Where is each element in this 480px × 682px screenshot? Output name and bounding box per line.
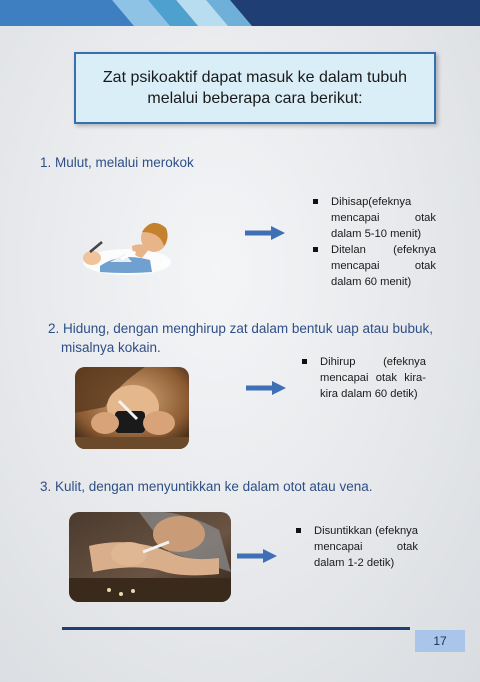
title-line-2: melalui beberapa cara berikut: <box>147 90 363 107</box>
bullet-item: Dihirup (efeknya mencapai otak kira-kira dalam 60 detik) <box>302 354 426 402</box>
footer-line <box>62 627 410 630</box>
arrow-right-icon <box>245 226 285 240</box>
bullet-item: Disuntikkan (efeknya mencapai otak dalam 1-2 detik) <box>296 523 418 571</box>
top-decorative-band <box>0 0 480 26</box>
smoking-man-illustration <box>80 212 174 276</box>
arrow-right-icon <box>237 549 277 563</box>
page-number: 17 <box>415 630 465 652</box>
title-line-1: Zat psikoaktif dapat masuk ke dalam tubuh <box>102 69 408 86</box>
section-2-heading <box>48 319 468 357</box>
section-2-bullets <box>302 354 426 402</box>
injection-photo <box>69 512 231 602</box>
section-1-heading: 1. Mulut, melalui merokok <box>40 155 194 170</box>
bullet-item: Ditelan (efeknya mencapai otak dalam 60 menit) <box>313 242 436 290</box>
section-2-heading-line-2: misalnya kokain. <box>61 340 161 355</box>
section-3-heading: 3. Kulit, dengan menyuntikkan ke dalam otot atau vena. <box>40 479 373 494</box>
title-box <box>74 52 436 124</box>
arrow-right-icon <box>246 381 286 395</box>
section-3-bullets <box>296 523 418 571</box>
bullet-item: Dihisap(efeknya mencapai otak dalam 5-10 menit) <box>313 194 436 242</box>
section-1-bullets <box>313 194 436 290</box>
snorting-photo <box>75 367 189 449</box>
section-2-heading-line-1: 2. Hidung, dengan menghirup zat dalam bentuk uap atau bubuk, <box>48 321 434 336</box>
